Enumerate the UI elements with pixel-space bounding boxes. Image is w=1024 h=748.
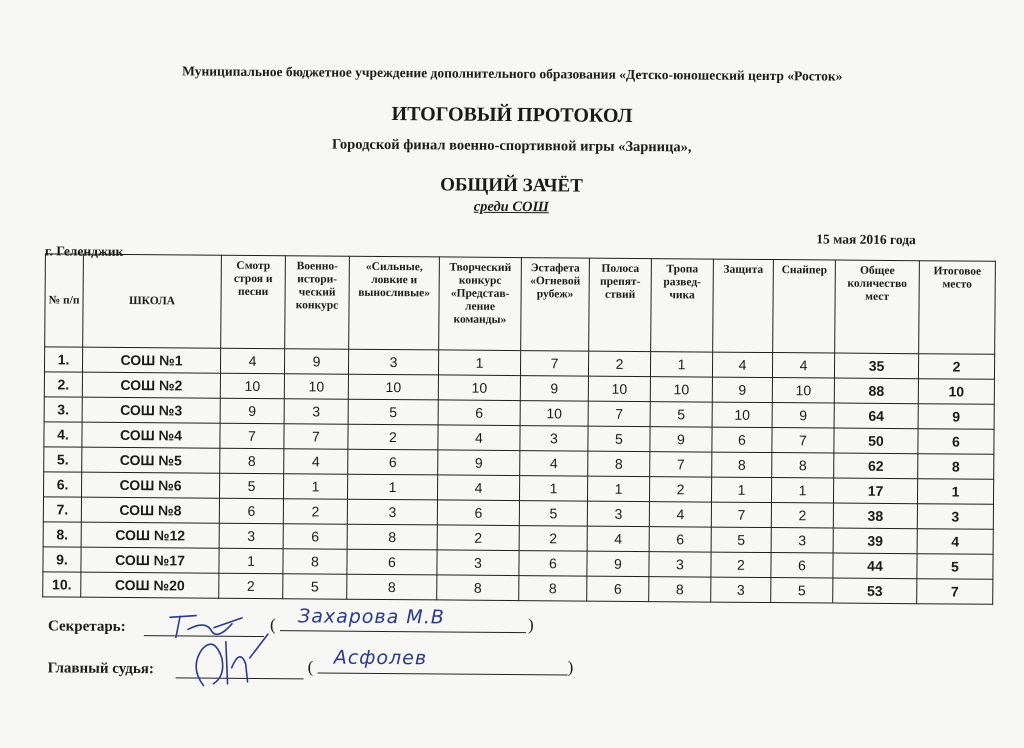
row-number: 8. [43, 522, 81, 547]
score-cell: 4 [712, 352, 772, 377]
total-places: 64 [834, 403, 918, 429]
score-cell: 8 [519, 576, 587, 602]
score-cell: 1 [650, 352, 712, 377]
score-cell: 8 [220, 448, 284, 474]
column-header: Военно-истори-ческий конкурс [285, 256, 350, 349]
score-cell: 7 [588, 401, 650, 426]
score-cell: 4 [284, 449, 348, 475]
chief-judge-signature-mark [183, 627, 273, 690]
score-cell: 1 [771, 478, 833, 503]
final-place: 2 [918, 354, 994, 380]
total-places: 39 [833, 528, 917, 554]
score-cell: 4 [520, 451, 588, 477]
school-name: СОШ №17 [81, 547, 219, 573]
chief-judge-paren-close: ) [567, 657, 574, 677]
score-cell: 9 [220, 398, 284, 424]
overall-heading: ОБЩИЙ ЗАЧЁТ [440, 174, 583, 197]
column-header: Тропа развед-чика [651, 259, 714, 352]
score-cell: 7 [711, 502, 771, 527]
row-number: 7. [43, 497, 81, 522]
school-name: СОШ №3 [82, 397, 220, 423]
column-header: Итоговое место [919, 261, 996, 355]
school-name: СОШ №5 [82, 447, 220, 473]
score-cell: 7 [650, 452, 712, 477]
final-place: 8 [918, 454, 994, 480]
secretary-label: Секретарь: [47, 618, 126, 635]
score-cell: 8 [712, 452, 772, 477]
organization-name: Муниципальное бюджетное учреждение дополнительного образования «Детско-юношеский центр «Росток» [182, 63, 843, 84]
score-cell: 2 [283, 499, 347, 525]
score-cell: 7 [220, 423, 284, 449]
school-name: СОШ №6 [82, 472, 220, 498]
score-cell: 2 [771, 503, 833, 528]
score-cell: 5 [283, 574, 347, 600]
score-cell: 8 [347, 524, 437, 550]
score-cell: 6 [347, 549, 437, 575]
table-body [43, 347, 995, 604]
score-cell: 8 [588, 451, 650, 476]
total-places: 62 [834, 453, 918, 479]
score-cell: 8 [283, 549, 347, 575]
document-title: ИТОГОВЫЙ ПРОТОКОЛ [391, 103, 633, 127]
final-place: 10 [918, 379, 994, 405]
column-header: Снайпер [773, 260, 836, 353]
score-cell: 6 [283, 524, 347, 550]
column-header: «Сильные, ловкие и выносливые» [349, 256, 440, 350]
score-cell: 9 [587, 551, 649, 576]
score-cell: 5 [219, 473, 283, 499]
total-places: 44 [833, 553, 917, 579]
score-cell: 7 [520, 351, 588, 377]
secretary-name-line [280, 630, 526, 633]
score-cell: 1 [219, 548, 283, 574]
school-name: СОШ №4 [82, 422, 220, 448]
score-cell: 3 [284, 399, 348, 425]
score-cell: 1 [519, 476, 587, 502]
column-header: Смотр строя и песни [221, 255, 286, 348]
score-cell: 9 [650, 427, 712, 452]
score-cell: 2 [649, 477, 711, 502]
score-cell: 8 [347, 574, 437, 600]
final-place: 3 [917, 504, 993, 530]
total-places: 53 [833, 578, 917, 604]
column-header: Полоса препят-ствий [589, 258, 652, 351]
score-cell: 10 [520, 401, 588, 427]
total-places: 50 [834, 428, 918, 454]
score-cell: 5 [771, 578, 833, 603]
column-header: Защита [713, 259, 774, 352]
score-cell: 9 [438, 450, 520, 476]
score-cell: 3 [711, 577, 771, 602]
score-cell: 3 [348, 349, 438, 375]
chief-judge-label: Главный судья: [47, 660, 154, 678]
row-number: 1. [44, 347, 82, 372]
score-cell: 6 [348, 449, 438, 475]
score-cell: 10 [588, 376, 650, 401]
score-cell: 1 [347, 474, 437, 500]
school-name: СОШ №20 [81, 572, 219, 598]
row-number: 6. [44, 472, 82, 497]
score-cell: 2 [219, 573, 283, 599]
score-cell: 3 [219, 523, 283, 549]
score-cell: 5 [650, 402, 712, 427]
score-cell: 3 [649, 552, 711, 577]
score-cell: 6 [712, 427, 772, 452]
score-cell: 8 [437, 575, 519, 601]
final-place: 1 [917, 479, 993, 505]
score-cell: 6 [519, 551, 587, 577]
score-cell: 10 [220, 373, 284, 399]
score-cell: 3 [437, 550, 519, 576]
score-cell: 10 [348, 374, 438, 400]
score-cell: 10 [650, 377, 712, 402]
document-subtitle: Городской финал военно-спортивной игры «Зарница», [331, 136, 692, 156]
category-heading: среди СОШ [473, 198, 549, 216]
score-cell: 2 [588, 351, 650, 376]
score-cell: 5 [348, 399, 438, 425]
score-cell: 3 [347, 499, 437, 525]
score-cell: 3 [587, 501, 649, 526]
city-label: г. Геленджик [44, 243, 124, 259]
score-cell: 1 [587, 476, 649, 501]
score-cell: 4 [220, 348, 284, 374]
score-cell: 5 [519, 501, 587, 527]
final-place: 6 [918, 429, 994, 455]
row-number: 3. [44, 397, 82, 422]
score-cell: 6 [437, 500, 519, 526]
score-cell: 4 [587, 526, 649, 551]
row-number: 9. [43, 547, 81, 572]
score-cell: 2 [519, 526, 587, 552]
school-name: СОШ №8 [81, 497, 219, 523]
results-table [42, 253, 996, 604]
score-cell: 8 [649, 577, 711, 602]
total-places: 88 [834, 378, 918, 404]
score-cell: 10 [772, 378, 834, 403]
score-cell: 3 [520, 426, 588, 452]
score-cell: 2 [437, 525, 519, 551]
table-header-row [45, 254, 996, 354]
score-cell: 3 [771, 528, 833, 553]
score-cell: 4 [649, 502, 711, 527]
score-cell: 6 [438, 400, 520, 426]
final-place: 5 [917, 554, 993, 580]
final-place: 9 [918, 404, 994, 430]
score-cell: 6 [649, 527, 711, 552]
school-name: СОШ №1 [82, 347, 220, 373]
column-header: ШКОЛА [83, 254, 222, 348]
score-cell: 4 [438, 425, 520, 451]
row-number: 10. [43, 572, 81, 597]
score-cell: 9 [772, 403, 834, 428]
row-number: 4. [44, 422, 82, 447]
score-cell: 10 [712, 402, 772, 427]
score-cell: 2 [711, 552, 771, 577]
secretary-paren-close: ) [527, 615, 534, 635]
chief-judge-name-line [318, 672, 568, 675]
total-places: 17 [833, 478, 917, 504]
document-date: 15 мая 2016 года [816, 231, 916, 248]
score-cell: 10 [284, 374, 348, 400]
score-cell: 6 [587, 576, 649, 601]
score-cell: 10 [438, 375, 520, 401]
score-cell: 9 [284, 349, 348, 375]
score-cell: 5 [588, 426, 650, 451]
score-cell: 7 [284, 424, 348, 450]
school-name: СОШ №12 [81, 522, 219, 548]
column-header: Эстафета «Огневой рубеж» [521, 258, 590, 352]
final-place: 7 [917, 579, 993, 605]
secretary-paren-open: ( [269, 615, 276, 635]
score-cell: 4 [437, 475, 519, 501]
score-cell: 1 [711, 477, 771, 502]
score-cell: 6 [219, 498, 283, 524]
score-cell: 8 [772, 453, 834, 478]
row-number: 5. [44, 447, 82, 472]
score-cell: 1 [438, 350, 520, 376]
score-cell: 5 [711, 527, 771, 552]
secretary-name-handwritten: Захарова М.В [297, 605, 445, 629]
score-cell: 9 [712, 377, 772, 402]
score-cell: 6 [771, 553, 833, 578]
score-cell: 1 [283, 474, 347, 500]
score-cell: 7 [772, 428, 834, 453]
column-header: Общее количество мест [835, 260, 920, 354]
total-places: 35 [834, 353, 918, 379]
score-cell: 2 [348, 424, 438, 450]
final-place: 4 [917, 529, 993, 555]
score-cell: 4 [772, 353, 834, 378]
column-header: № п/п [45, 254, 84, 347]
school-name: СОШ №2 [82, 372, 220, 398]
chief-judge-paren-open: ( [307, 657, 314, 677]
score-cell: 9 [520, 376, 588, 402]
column-header: Творческий конкурс «Представ-ление команды» [439, 257, 522, 351]
chief-judge-name-handwritten: Асфолев [333, 646, 428, 670]
row-number: 2. [44, 372, 82, 397]
total-places: 38 [833, 503, 917, 529]
